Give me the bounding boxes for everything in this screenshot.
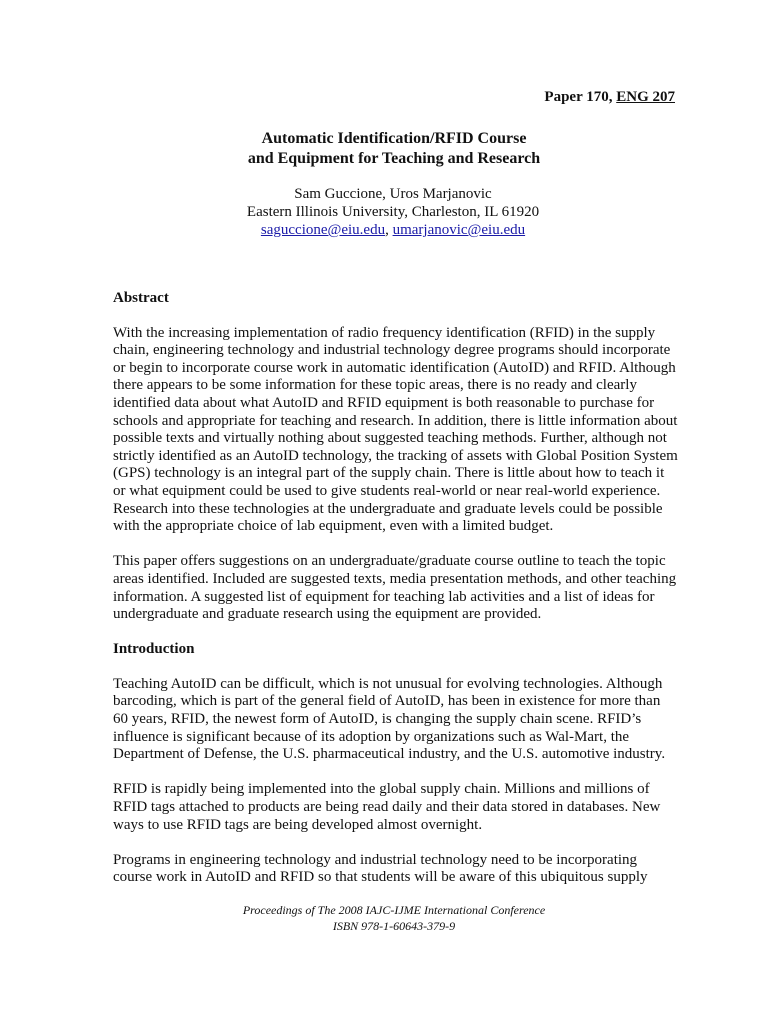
footer-isbn: ISBN 978-1-60643-379-9 (332, 919, 456, 933)
author-affiliation: Eastern Illinois University, Charleston, IL 61920 (246, 204, 540, 220)
paper-title (0, 129, 768, 169)
paper-body (113, 290, 679, 905)
paper-number: Paper 170, (544, 89, 613, 105)
footer-proceedings: Proceedings of The 2008 IAJC-IJME International Conference (242, 903, 546, 917)
author-emails (0, 221, 768, 239)
introduction-heading: Introduction (113, 641, 195, 658)
course-code: ENG 207 (616, 89, 675, 105)
email-link-marjanovic[interactable]: umarjanovic@eiu.edu (392, 222, 526, 238)
email-link-guccione[interactable]: saguccione@eiu.edu (260, 222, 386, 238)
title-line-2: and Equipment for Teaching and Research (247, 150, 541, 167)
abstract-paragraph-1: With the increasing implementation of radio frequency identification (RFID) in the supply chain, engineering technology and industrial technology degree programs should incorporate or begin to incorporate course work in automatic identification (AutoID) and RFID. Although there appears to be some information for these topic areas, there is no ready and clearly identified data about what AutoID and RFID equipment is both reasonable to purchase for schools and appropriate for teaching and research. In addition, there is little information about possible texts and virtually nothing about suggested teaching methods. Further, although not strictly identified as an AutoID technology, the tracking of assets with Global Position System (GPS) technology is an integral part of the supply chain. There is little about how to teach it or what equipment could be used to give students real-world or near real-world experience. Research into these technologies at the undergraduate and graduate levels could be possible with the appropriate choice of lab equipment, even with a limited budget. (113, 324, 678, 535)
abstract-paragraph-2: This paper offers suggestions on an undergraduate/graduate course outline to teach the topic areas identified. Included are suggested texts, media presentation methods, and other teaching information. A suggested list of equipment for teaching lab activities and a list of ideas for undergraduate and graduate research using the equipment are provided. (113, 553, 677, 623)
introduction-paragraph-2: RFID is rapidly being implemented into the global supply chain. Millions and millions of RFID tags attached to products are being read daily and their data stored in databases. New ways to use RFID tags are being developed almost overnight. (113, 781, 661, 833)
paper-identifier (544, 89, 675, 106)
email-separator: , (385, 222, 393, 238)
author-block (0, 185, 768, 239)
abstract-heading: Abstract (113, 290, 169, 306)
introduction-paragraph-1: Teaching AutoID can be difficult, which is not unusual for evolving technologies. Although barcoding, which is part of the general field of AutoID, has been in existence for more than 60 years, RFID, the newest form of AutoID, is changing the supply chain scene. RFID’s influence is significant because of its adoption by organizations such as Wal-Mart, the Department of Defense, the U.S. pharmaceutical industry, and the U.S. automotive industry. (113, 675, 666, 763)
page-footer (0, 902, 768, 934)
author-names: Sam Guccione, Uros Marjanovic (294, 186, 492, 202)
title-line-1: Automatic Identification/RFID Course (261, 130, 527, 147)
introduction-paragraph-3: Programs in engineering technology and industrial technology need to be incorporating course work in AutoID and RFID so that students will be aware of this ubiquitous supply (113, 851, 648, 886)
